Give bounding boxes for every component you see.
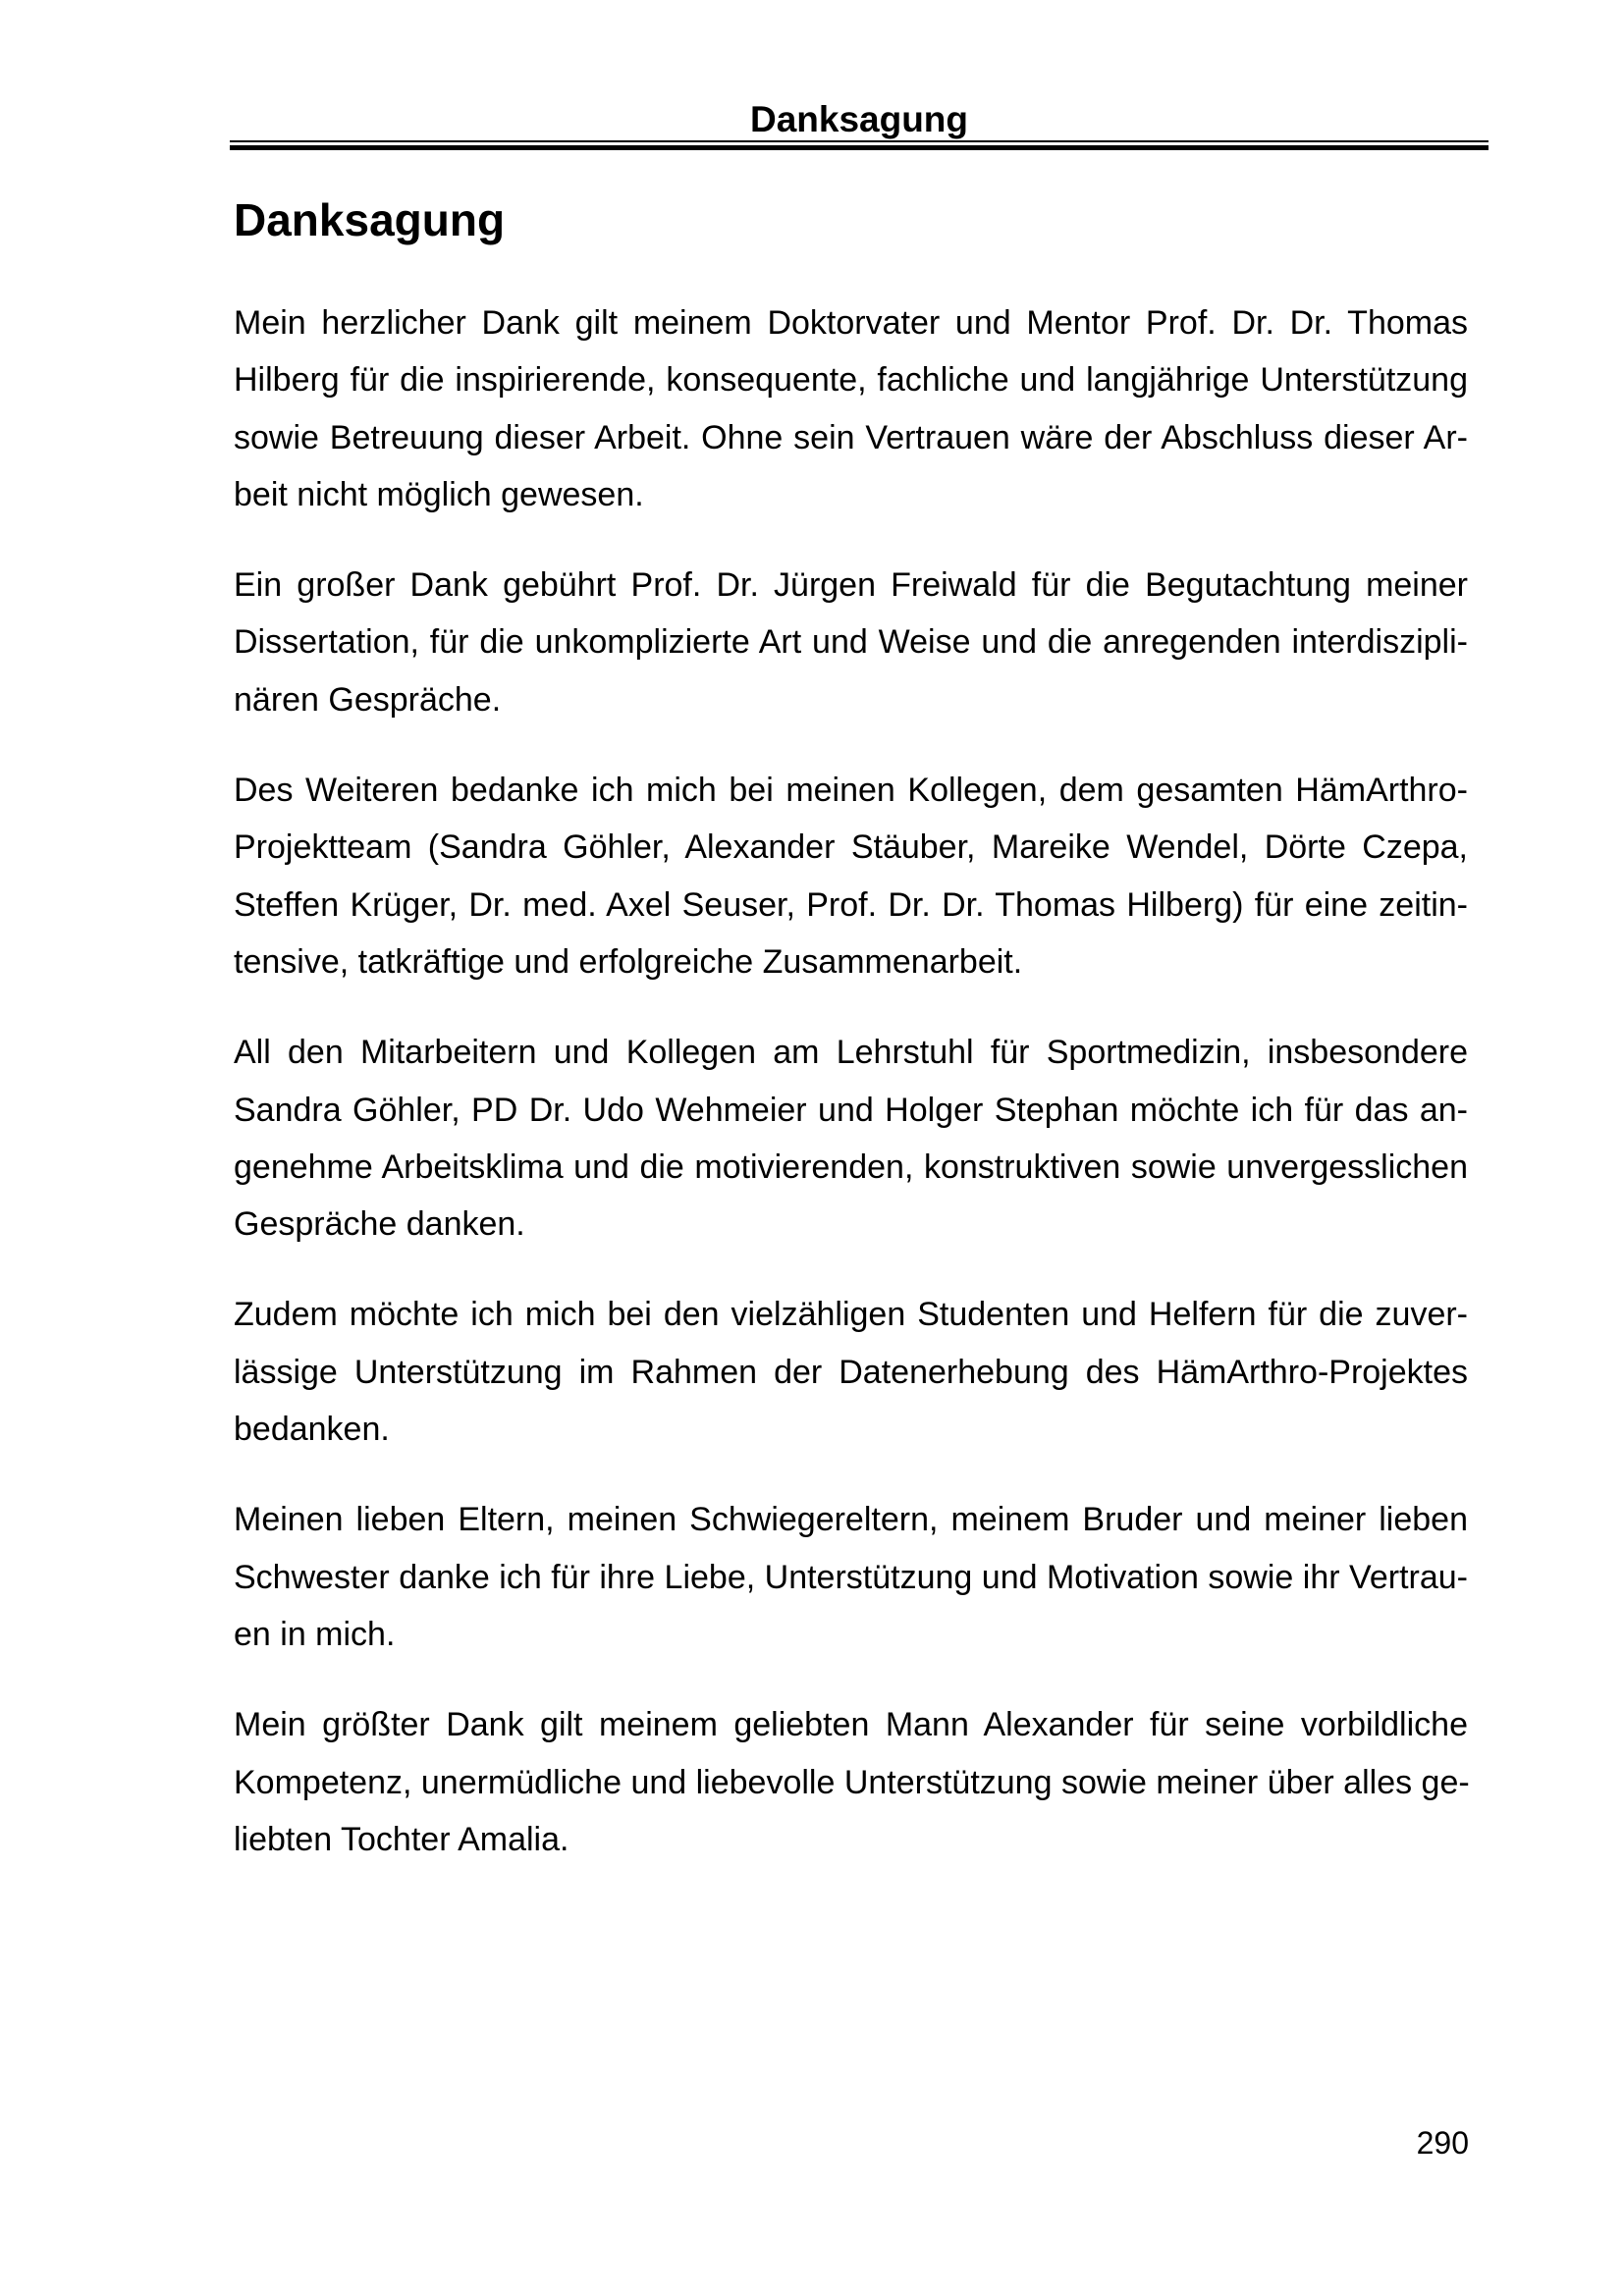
text-line: nären Gespräche. <box>234 680 502 719</box>
text-line: Hilberg für die inspirierende, konsequente, fachliche und langjährige Unterstützung <box>234 361 1468 400</box>
text-line: Steffen Krüger, Dr. med. Axel Seuser, Prof. Dr. Dr. Thomas Hilberg) für eine zeitin- <box>234 885 1468 924</box>
header-rule-thin <box>230 140 1489 142</box>
page-title: Danksagung <box>234 194 506 245</box>
paragraph <box>234 1696 1468 1868</box>
text-line: Sandra Göhler, PD Dr. Udo Wehmeier und Holger Stephan möchte ich für das an- <box>234 1091 1468 1129</box>
text-line: Ein großer Dank gebührt Prof. Dr. Jürgen Freiwald für die Begutachtung meiner <box>234 566 1468 605</box>
paragraph <box>234 1024 1468 1253</box>
text-line: en in mich. <box>234 1615 396 1653</box>
running-header-title: Danksagung <box>749 99 969 139</box>
text-line: genehme Arbeitsklima und die motivierenden, konstruktiven sowie unvergesslichen <box>234 1148 1468 1186</box>
text-line: Meinen lieben Eltern, meinen Schwiegereltern, meinem Bruder und meiner lieben <box>234 1501 1468 1539</box>
text-line: Zudem möchte ich mich bei den vielzähligen Studenten und Helfern für die zuver- <box>234 1296 1468 1334</box>
text-line: Mein herzlicher Dank gilt meinem Doktorvater und Mentor Prof. Dr. Dr. Thomas <box>234 304 1468 342</box>
paragraph <box>234 557 1468 728</box>
text-line: tensive, tatkräftige und erfolgreiche Zusammenarbeit. <box>234 942 1023 981</box>
page-number: 290 <box>1416 2125 1469 2161</box>
body-text <box>234 294 1468 1901</box>
text-line: bedanken. <box>234 1411 390 1449</box>
text-line: Dissertation, für die unkomplizierte Art und Weise und die anregenden interdiszipli- <box>234 623 1468 662</box>
text-line: All den Mitarbeitern und Kollegen am Lehrstuhl für Sportmedizin, insbesondere <box>234 1034 1468 1072</box>
text-line: Des Weiteren bedanke ich mich bei meinen Kollegen, dem gesamten HämArthro- <box>234 772 1468 810</box>
text-line: lässige Unterstützung im Rahmen der Datenerhebung des HämArthro-Projektes <box>234 1353 1468 1391</box>
paragraph <box>234 294 1468 523</box>
text-line: sowie Betreuung dieser Arbeit. Ohne sein Vertrauen wäre der Abschluss dieser Ar- <box>234 418 1468 456</box>
text-line: liebten Tochter Amalia. <box>234 1820 569 1858</box>
paragraph <box>234 1286 1468 1458</box>
text-line: Schwester danke ich für ihre Liebe, Unterstützung und Motivation sowie ihr Vertrau- <box>234 1558 1468 1596</box>
header-rule-thick <box>230 145 1489 150</box>
text-line: Kompetenz, unermüdliche und liebevolle Unterstützung sowie meiner über alles ge- <box>234 1763 1470 1801</box>
text-line: Projektteam (Sandra Göhler, Alexander Stäuber, Mareike Wendel, Dörte Czepa, <box>234 828 1468 867</box>
text-line: Mein größter Dank gilt meinem geliebten Mann Alexander für seine vorbildliche <box>234 1706 1468 1744</box>
paragraph <box>234 762 1468 990</box>
text-line: Gespräche danken. <box>234 1205 525 1244</box>
text-line: beit nicht möglich gewesen. <box>234 475 644 513</box>
paragraph <box>234 1491 1468 1663</box>
